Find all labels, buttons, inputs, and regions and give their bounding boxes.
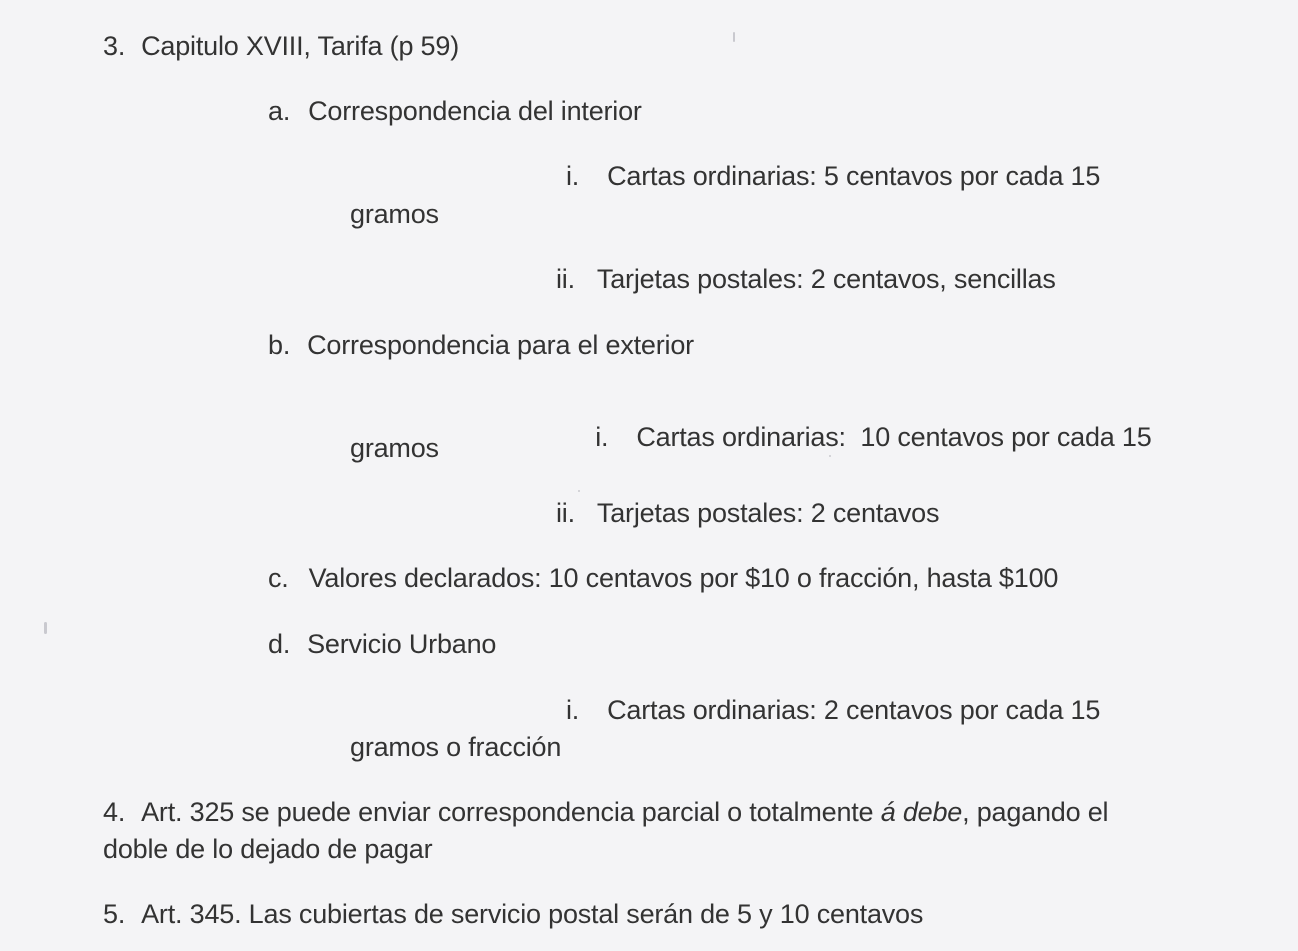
subsublist-item-b-ii (556, 500, 939, 527)
subsublist-item-continuation: gramos o fracción (350, 732, 562, 762)
list-item-continuation: doble de lo dejado de pagar (103, 834, 433, 864)
list-item-text: Tarjetas postales: 2 centavos (596, 498, 940, 528)
list-marker: 3. (103, 31, 126, 61)
list-item-4 (103, 799, 1108, 826)
subsublist-item-a-ii (556, 266, 1056, 293)
list-marker: i. (595, 422, 609, 452)
sublist-item-b (268, 332, 694, 359)
list-item-text: Art. 345. Las cubiertas de servicio postal serán de 5 y 10 centavos (141, 899, 924, 929)
list-item-text-tail: , pagando el (962, 797, 1109, 827)
sublist-item-d (268, 631, 496, 658)
sublist-item-a (268, 98, 642, 125)
list-marker: c. (268, 563, 289, 593)
list-marker: b. (268, 330, 291, 360)
sublist-item-c (268, 565, 1058, 592)
list-item-text: Cartas ordinarias: 10 centavos por cada 15 (636, 422, 1152, 452)
list-item-text: Capitulo XVIII, Tarifa (p 59) (141, 31, 459, 61)
list-marker: d. (268, 629, 291, 659)
scan-speck (44, 622, 47, 634)
list-item-text: Correspondencia para el exterior (307, 330, 694, 360)
list-item-text: Correspondencia del interior (308, 96, 642, 126)
list-marker: a. (268, 96, 291, 126)
list-item-text: Art. 325 se puede enviar correspondencia parcial o totalmente (141, 797, 874, 827)
list-item-3 (103, 33, 459, 60)
list-marker: 4. (103, 797, 126, 827)
scan-speck (578, 490, 580, 492)
italic-phrase: á debe (880, 797, 963, 827)
list-item-text: Cartas ordinarias: 2 centavos por cada 15 (607, 695, 1101, 725)
scan-speck (733, 32, 735, 42)
subsublist-item-d-i (566, 697, 1100, 724)
list-item-text: Servicio Urbano (307, 629, 497, 659)
list-marker: i. (566, 695, 580, 725)
list-item-text: Cartas ordinarias: 5 centavos por cada 15 (607, 161, 1101, 191)
subsublist-item-continuation: gramos (350, 433, 439, 463)
list-marker: ii. (556, 498, 575, 528)
list-marker: i. (566, 161, 580, 191)
list-item-text: Valores declarados: 10 centavos por $10 o fracción, hasta $100 (308, 563, 1059, 593)
subsublist-item-b-i (566, 397, 1152, 478)
subsublist-item-a-i (566, 163, 1100, 190)
list-item-text: Tarjetas postales: 2 centavos, sencillas (596, 264, 1056, 294)
subsublist-item-continuation: gramos (350, 199, 439, 229)
list-marker: ii. (556, 264, 575, 294)
list-item-5 (103, 901, 923, 928)
list-marker: 5. (103, 899, 126, 929)
